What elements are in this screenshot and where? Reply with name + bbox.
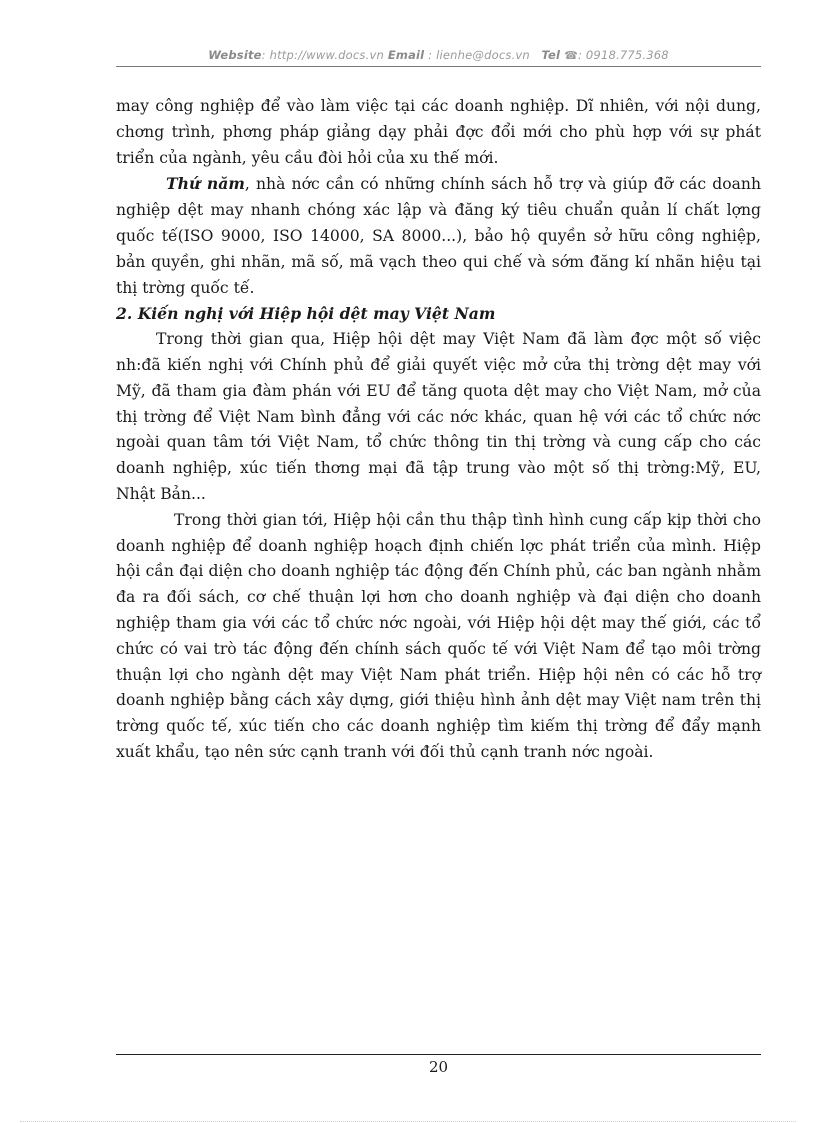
section-heading: 2. Kiến nghị với Hiệp hội dệt may Việt Nam bbox=[116, 304, 496, 324]
website-value: : http://www.docs.vn bbox=[261, 48, 384, 62]
tel-value: : 0918.775.368 bbox=[577, 48, 669, 62]
paragraph-past-activities: Trong thời gian qua, Hiệp hội dệt may Việt Nam đã làm đợc một số việc nh:đã kiến nghị với Chính phủ để giải quyết việc mở cửa thị trờng dệt may với Mỹ, đã tham gia đàm phán với EU để tăng quota dệt may cho Việt Nam, mở của thị trờng để Việt Nam bình đẳng với các nớc khác, quan hệ với các tổ chức nớc ngoài quan tâm tới Việt Nam, tổ chức thông tin thị trờng và cung cấp cho các doanh nghiệp, xúc tiến thơng mại đã tập trung vào một số thị trờng:Mỹ, EU, Nhật Bản... bbox=[116, 330, 761, 503]
footer-divider bbox=[116, 1054, 761, 1055]
page-bottom-border bbox=[20, 1121, 796, 1122]
email-value: : lienhe@docs.vn bbox=[424, 48, 530, 62]
website-label: Website bbox=[208, 48, 262, 62]
page-number: 20 bbox=[428, 1058, 449, 1076]
paragraph-future-actions: Trong thời gian tới, Hiệp hội cần thu thập tình hình cung cấp kịp thời cho doanh nghiệp để doanh nghiệp hoạch định chiến lợc phát triển của mình. Hiệp hội cần đại diện cho doanh nghiệp tác động đến Chính phủ, các ban ngành nhằm đa ra đối sách, cơ chế thuận lợi hơn cho doanh nghiệp và đại diện cho doanh nghiệp tham gia với các tổ chức nớc ngoài, với Hiệp hội dệt may thế giới, các tổ chức có vai trò tác động đến chính sách quốc tế với Việt Nam để tạo môi trờng thuận lợi cho ngành dệt may Việt Nam phát triển. Hiệp hội nên có các hỗ trợ doanh nghiệp bằng cách xây dựng, giới thiệu hình ảnh dệt may Việt nam trên thị trờng quốc tế, xúc tiến cho các doanh nghiệp tìm kiếm thị trờng để đẩy mạnh xuất khẩu, tạo nên sức cạnh tranh với đối thủ cạnh tranh nớc ngoài. bbox=[116, 510, 761, 761]
page-header bbox=[116, 48, 761, 62]
header-divider bbox=[116, 66, 761, 67]
paragraph-lead: Thứ năm bbox=[166, 174, 245, 194]
document-body bbox=[116, 94, 761, 766]
tel-label: Tel bbox=[541, 48, 561, 62]
phone-icon: ☎ bbox=[564, 49, 578, 62]
paragraph-thu-nam bbox=[116, 171, 761, 301]
paragraph-continuation: may công nghiệp để vào làm việc tại các doanh nghiệp. Dĩ nhiên, với nội dung, chơng trình, phơng pháp giảng dạy phải đợc đổi mới cho phù hợp với sự phát triển của ngành, yêu cầu đòi hỏi của xu thế mới. bbox=[116, 97, 761, 167]
paragraph-text: , nhà nớc cần có những chính sách hỗ trợ và giúp đỡ các doanh nghiệp dệt may nhanh chóng xác lập và đăng ký tiêu chuẩn quản lí chất lợng quốc tế(ISO 9000, ISO 14000, SA 8000...), bảo hộ quyền sở hữu công nghiệp, bản quyền, ghi nhãn, mã số, mã vạch theo qui chế và sớm đăng kí nhãn hiệu tại thị trờng quốc tế. bbox=[116, 175, 761, 297]
email-label: Email bbox=[387, 48, 425, 62]
